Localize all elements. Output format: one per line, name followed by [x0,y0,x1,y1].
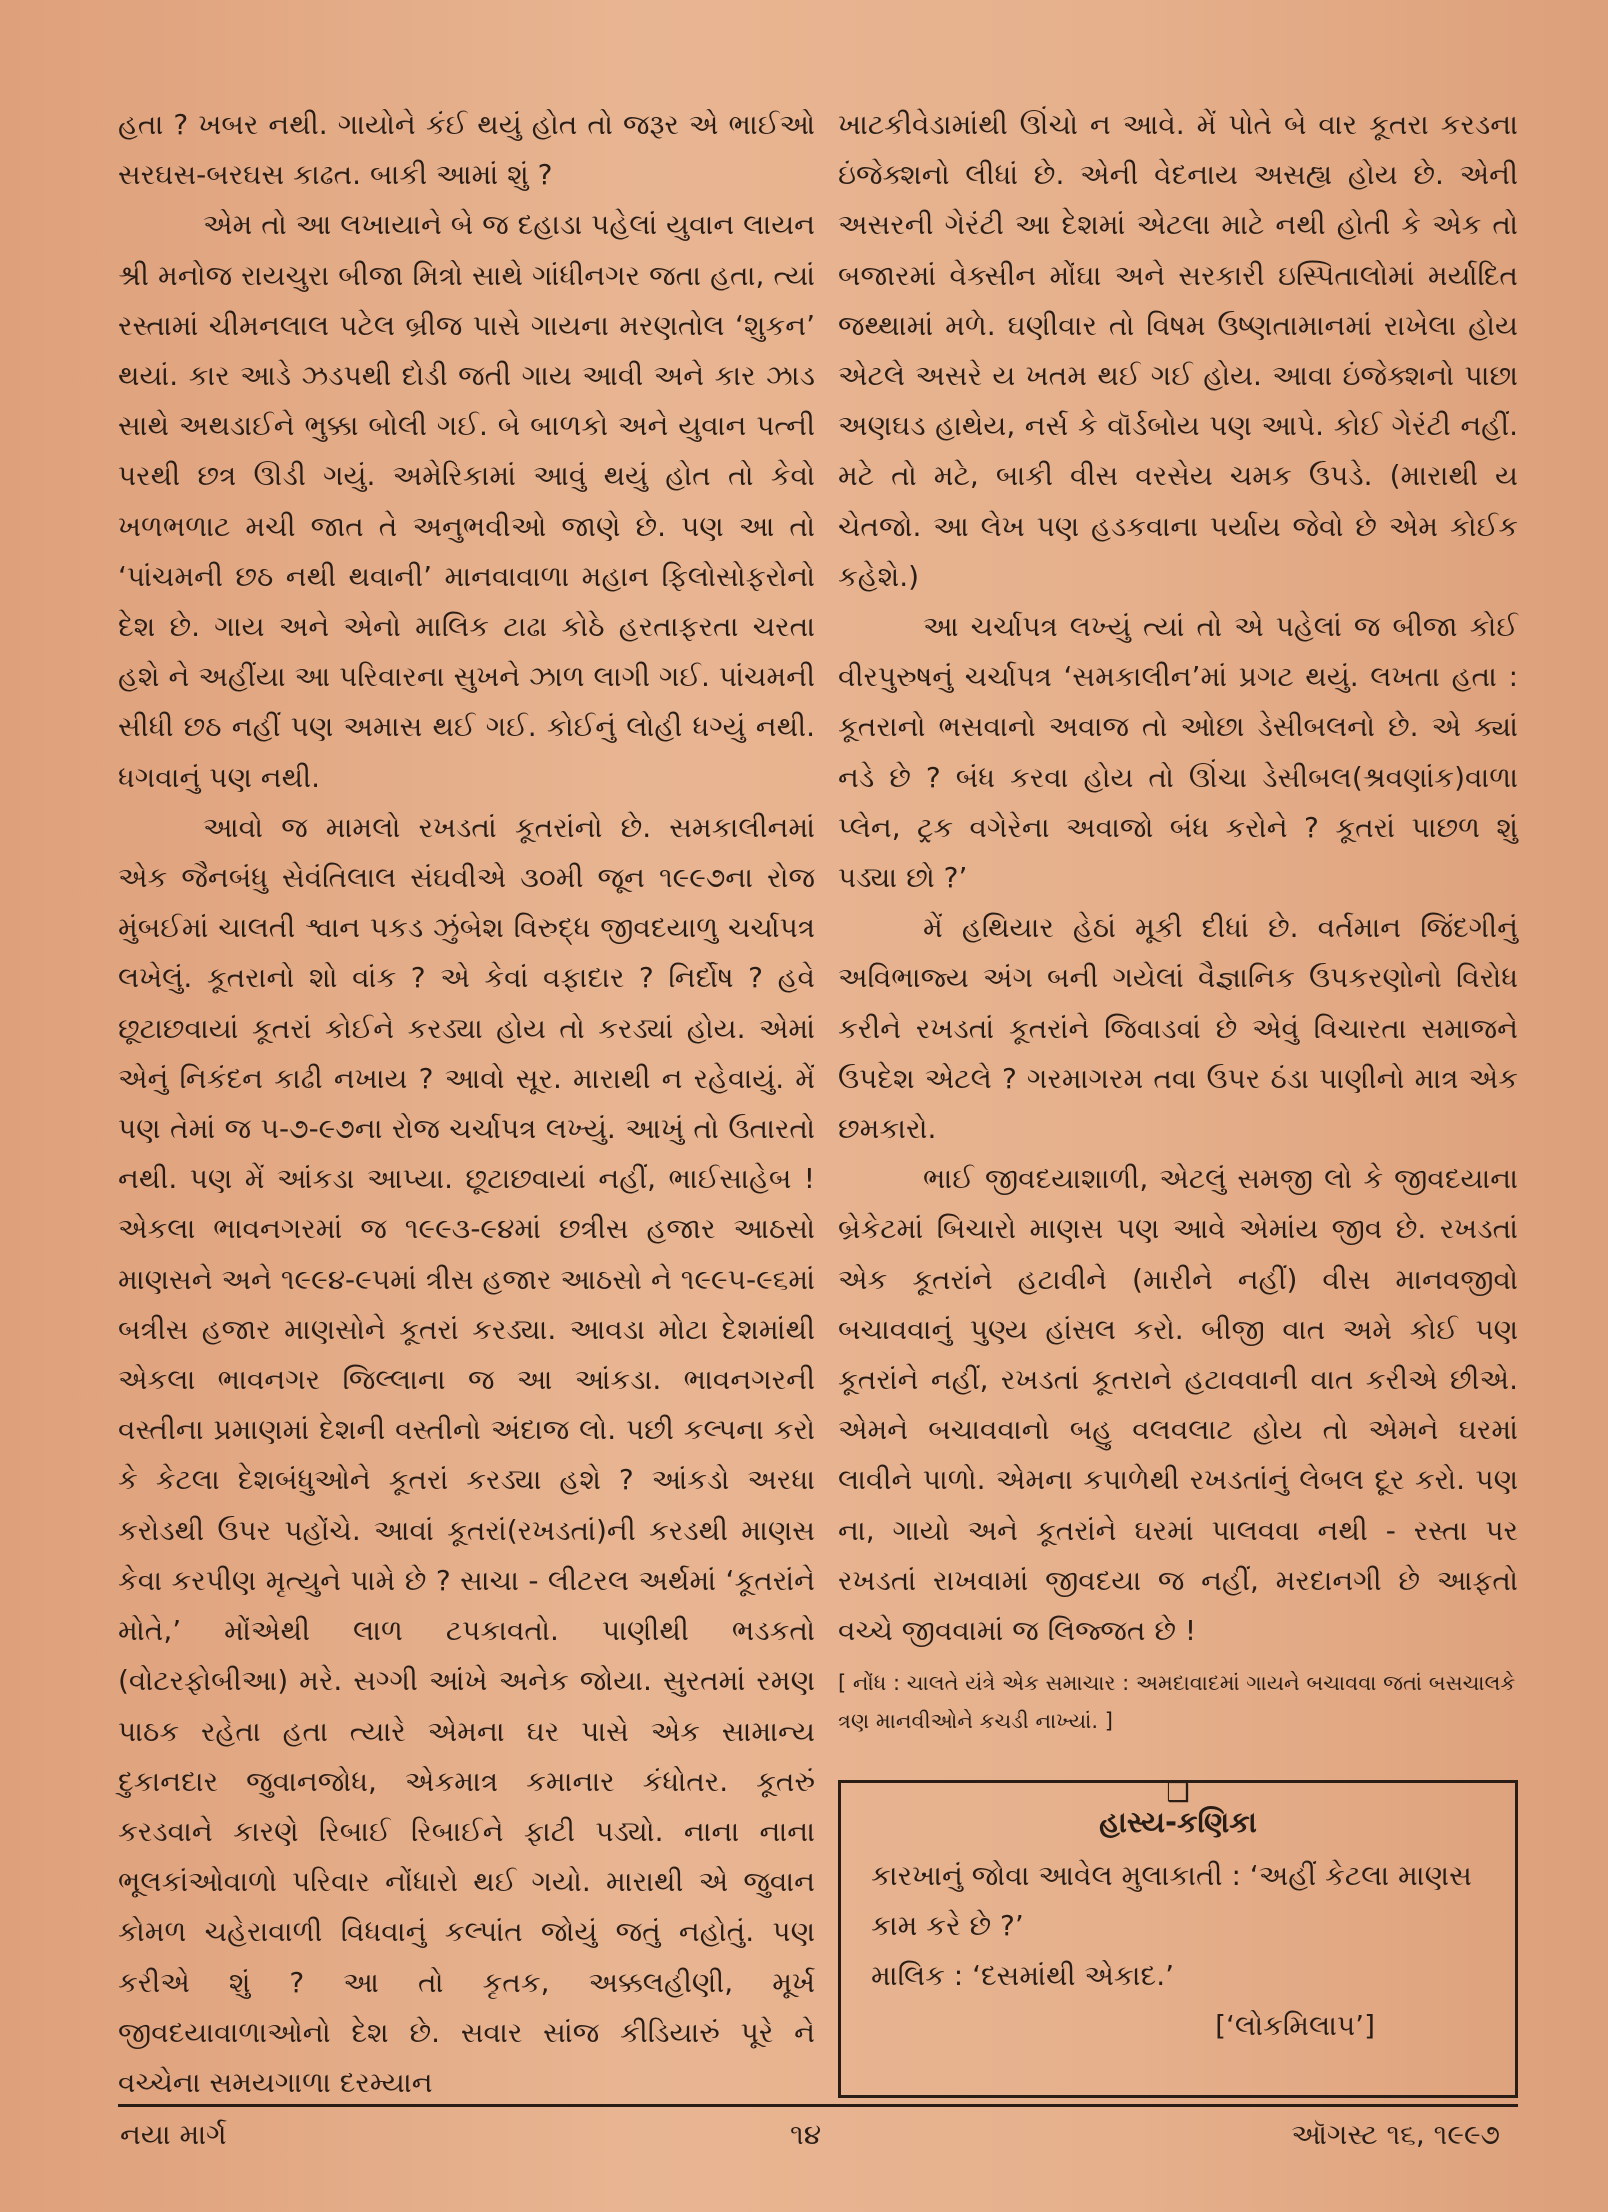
paragraph: મેં હથિયાર હેઠાં મૂકી દીધાં છે. વર્તમાન જિંદગીનું અવિભાજ્ય અંગ બની ગયેલાં વૈજ્ઞાનિક ઉપકરણોનો વિરોધ કરીને રખડતાં કૂતરાંને જિવાડવાં છે એવું વિચારતા સમાજને ઉપદેશ એટલે ? ગરમાગરમ તવા ઉપર ઠંડા પાણીનો માત્ર એક છમકારો. [838,911,1518,1146]
footer-date: ઑગસ્ટ ૧૬, ૧૯૯૭ [1291,2118,1500,2151]
right-column [838,100,1518,1819]
paragraph: ભાઈ જીવદયાશાળી, એટલું સમજી લો કે જીવદયાના બ્રેકેટમાં બિચારો માણસ પણ આવે એમાંય જીવ છે. રખડતાં એક કૂતરાંને હટાવીને (મારીને નહીં) વીસ માનવજીવો બચાવવાનું પુણ્ય હાંસલ કરો. બીજી વાત અમે કોઈ પણ કૂતરાંને નહીં, રખડતાં કૂતરાને હટાવવાની વાત કરીએ છીએ. એમને બચાવવાનો બહુ વલવલાટ હોય તો એમને ઘરમાં લાવીને પાળો. એમના કપાળેથી રખડતાંનું લેબલ દૂર કરો. પણ ના, ગાયો અને કૂતરાંને ઘરમાં પાલવવા નથી - રસ્તા પર રખડતાં રાખવામાં જીવદયા જ નહીં, મરદાનગી છે આફતો વચ્ચે જીવવામાં જ લિજ્જત છે ! [838,1162,1518,1648]
humor-box-source: [‘લોકમિલાપ’] [1215,2009,1375,2042]
footer-publication: નયા માર્ગ [120,2118,227,2151]
paragraph: આ ચર્ચાપત્ર લખ્યું ત્યાં તો એ પહેલાં જ બીજા કોઈ વીરપુરુષનું ચર્ચાપત્ર ‘સમકાલીન’માં પ્રગટ થયું. લખતા હતા : કૂતરાનો ભસવાનો અવાજ તો ઓછા ડેસીબલનો છે. એ ક્યાં નડે છે ? બંધ કરવા હોય તો ઊંચા ડેસીબલ(શ્રવણાંક)વાળા પ્લેન, ટ્રક વગેરેના અવાજો બંધ કરોને ? કૂતરાં પાછળ શું પડ્યા છો ?’ [838,610,1518,895]
humor-box-line: માલિક : ‘દસમાંથી એકાદ.’ [871,1959,1174,1992]
paragraph: ખાટકીવેડામાંથી ઊંચો ન આવે. મેં પોતે બે વાર કૂતરા કરડના ઇંજેક્શનો લીધાં છે. એની વેદનાય અસહ્ય હોય છે. એની અસરની ગેરંટી આ દેશમાં એટલા માટે નથી હોતી કે એક તો બજારમાં વેક્સીન મોંઘા અને સરકારી ઇસ્પિતાલોમાં મર્યાદિત જથ્થામાં મળે. ઘણીવાર તો વિષમ ઉષ્ણતામાનમાં રાખેલા હોય એટલે અસરે ય ખતમ થઈ ગઈ હોય. આવા ઇંજેક્શનો પાછા અણઘડ હાથેય, નર્સ કે વૉર્ડબોય પણ આપે. કોઈ ગેરંટી નહીં. મટે તો મટે, બાકી વીસ વરસેય ચમક ઉપડે. (મારાથી ય ચેતજો. આ લેખ પણ હડકવાના પર્યાય જેવો છે એમ કોઈક કહેશે.) [838,108,1518,593]
footer-page-number: ૧૪ [790,2118,822,2151]
left-column [118,100,815,2108]
paragraph: હતા ? ખબર નથી. ગાયોને કંઈ થયું હોત તો જરૂર એ ભાઈઓ સરઘસ-બરઘસ કાઢત. બાકી આમાં શું ? [118,108,815,192]
editor-note: [ નોંધ : ચાલતે યંત્રે એક સમાચાર : અમદાવાદમાં ગાયને બચાવવા જતાં બસચાલકે ત્રણ માનવીઓને કચડી નાખ્યાં. ] [838,1671,1516,1734]
paragraph: એમ તો આ લખાયાને બે જ દહાડા પહેલાં યુવાન લાયન શ્રી મનોજ રાયચુરા બીજા મિત્રો સાથે ગાંધીનગર જતા હતા, ત્યાં રસ્તામાં ચીમનલાલ પટેલ બ્રીજ પાસે ગાયના મરણતોલ ‘શુકન’ થયાં. કાર આડે ઝડપથી દોડી જતી ગાય આવી અને કાર ઝાડ સાથે અથડાઈને ભુક્કા બોલી ગઈ. બે બાળકો અને યુવાન પત્ની પરથી છત્ર ઊડી ગયું. અમેરિકામાં આવું થયું હોત તો કેવો ખળભળાટ મચી જાત તે અનુભવીઓ જાણે છે. પણ આ તો ‘પાંચમની છઠ નથી થવાની’ માનવાવાળા મહાન ફિલોસોફરોનો દેશ છે. ગાય અને એનો માલિક ટાઢા કોઠે હરતાફરતા ચરતા હશે ને અહીંયા આ પરિવારના સુખને ઝાળ લાગી ગઈ. પાંચમની સીધી છઠ નહીં પણ અમાસ થઈ ગઈ. કોઈનું લોહી ધગ્યું નથી. ધગવાનું પણ નથી. [118,208,815,794]
paragraph: આવો જ મામલો રખડતાં કૂતરાંનો છે. સમકાલીનમાં એક જૈનબંધુ સેવંતિલાલ સંઘવીએ ૩૦મી જૂન ૧૯૯૭ના રોજ મુંબઈમાં ચાલતી શ્વાન પકડ ઝુંબેશ વિરુદ્ધ જીવદયાળુ ચર્ચાપત્ર લખેલું. કૂતરાનો શો વાંક ? એ કેવાં વફાદાર ? નિર્દોષ ? હવે છૂટાછવાયાં કૂતરાં કોઈને કરડ્યા હોય તો કરડ્યાં હોય. એમાં એનું નિકંદન કાઢી નખાય ? આવો સૂર. મારાથી ન રહેવાયું. મેં પણ તેમાં જ ૫-૭-૯૭ના રોજ ચર્ચાપત્ર લખ્યું. આખું તો ઉતારતો નથી. પણ મેં આંકડા આપ્યા. છૂટાછવાયાં નહીં, ભાઈસાહેબ ! એકલા ભાવનગરમાં જ ૧૯૯૩-૯૪માં છત્રીસ હજાર આઠસો માણસને અને ૧૯૯૪-૯૫માં ત્રીસ હજાર આઠસો ને ૧૯૯૫-૯૬માં બત્રીસ હજાર માણસોને કૂતરાં કરડ્યા. આવડા મોટા દેશમાંથી એકલા ભાવનગર જિલ્લાના જ આ આંકડા. ભાવનગરની વસ્તીના પ્રમાણમાં દેશની વસ્તીનો અંદાજ લો. પછી કલ્પના કરો કે કેટલા દેશબંધુઓને કૂતરાં કરડ્યા હશે ? આંકડો અરધા કરોડથી ઉપર પહોંચે. આવાં કૂતરાં(રખડતાં)ની કરડથી માણસ કેવા કરપીણ મૃત્યુને પામે છે ? સાચા - લીટરલ અર્થમાં ‘કૂતરાંને મોતે,’ મોંએથી લાળ ટપકાવતો. પાણીથી ભડકતો (વોટરફોબીઆ) મરે. સગ્ગી આંખે અનેક જોયા. સુરતમાં રમણ પાઠક રહેતા હતા ત્યારે એમના ઘર પાસે એક સામાન્ય દુકાનદાર જુવાનજોધ, એકમાત્ર કમાનાર કંધોતર. કૂતરું કરડવાને કારણે રિબાઈ રિબાઈને ફાટી પડ્યો. નાના નાના ભૂલકાંઓવાળો પરિવાર નોંધારો થઈ ગયો. મારાથી એ જુવાન કોમળ ચહેરાવાળી વિધવાનું કલ્પાંત જોયું જતું નહોતું. પણ કરીએ શું ? આ તો કૃતક, અક્કલહીણી, મૂર્ખ જીવદયાવાળાઓનો દેશ છે. સવાર સાંજ કીડિયારું પૂરે ને વચ્ચેના સમયગાળા દરમ્યાન [118,810,815,2099]
humor-box-title: હાસ્ય-કણિકા [1099,1805,1257,1839]
footer-rule [118,2104,1518,2107]
humor-box [838,1780,1518,2098]
humor-box-line: કારખાનું જોવા આવેલ મુલાકાતી : ‘અહીં કેટલા માણસ કામ કરે છે ?’ [871,1859,1472,1942]
section-separator-icon: ❑ [1166,1778,1190,1809]
